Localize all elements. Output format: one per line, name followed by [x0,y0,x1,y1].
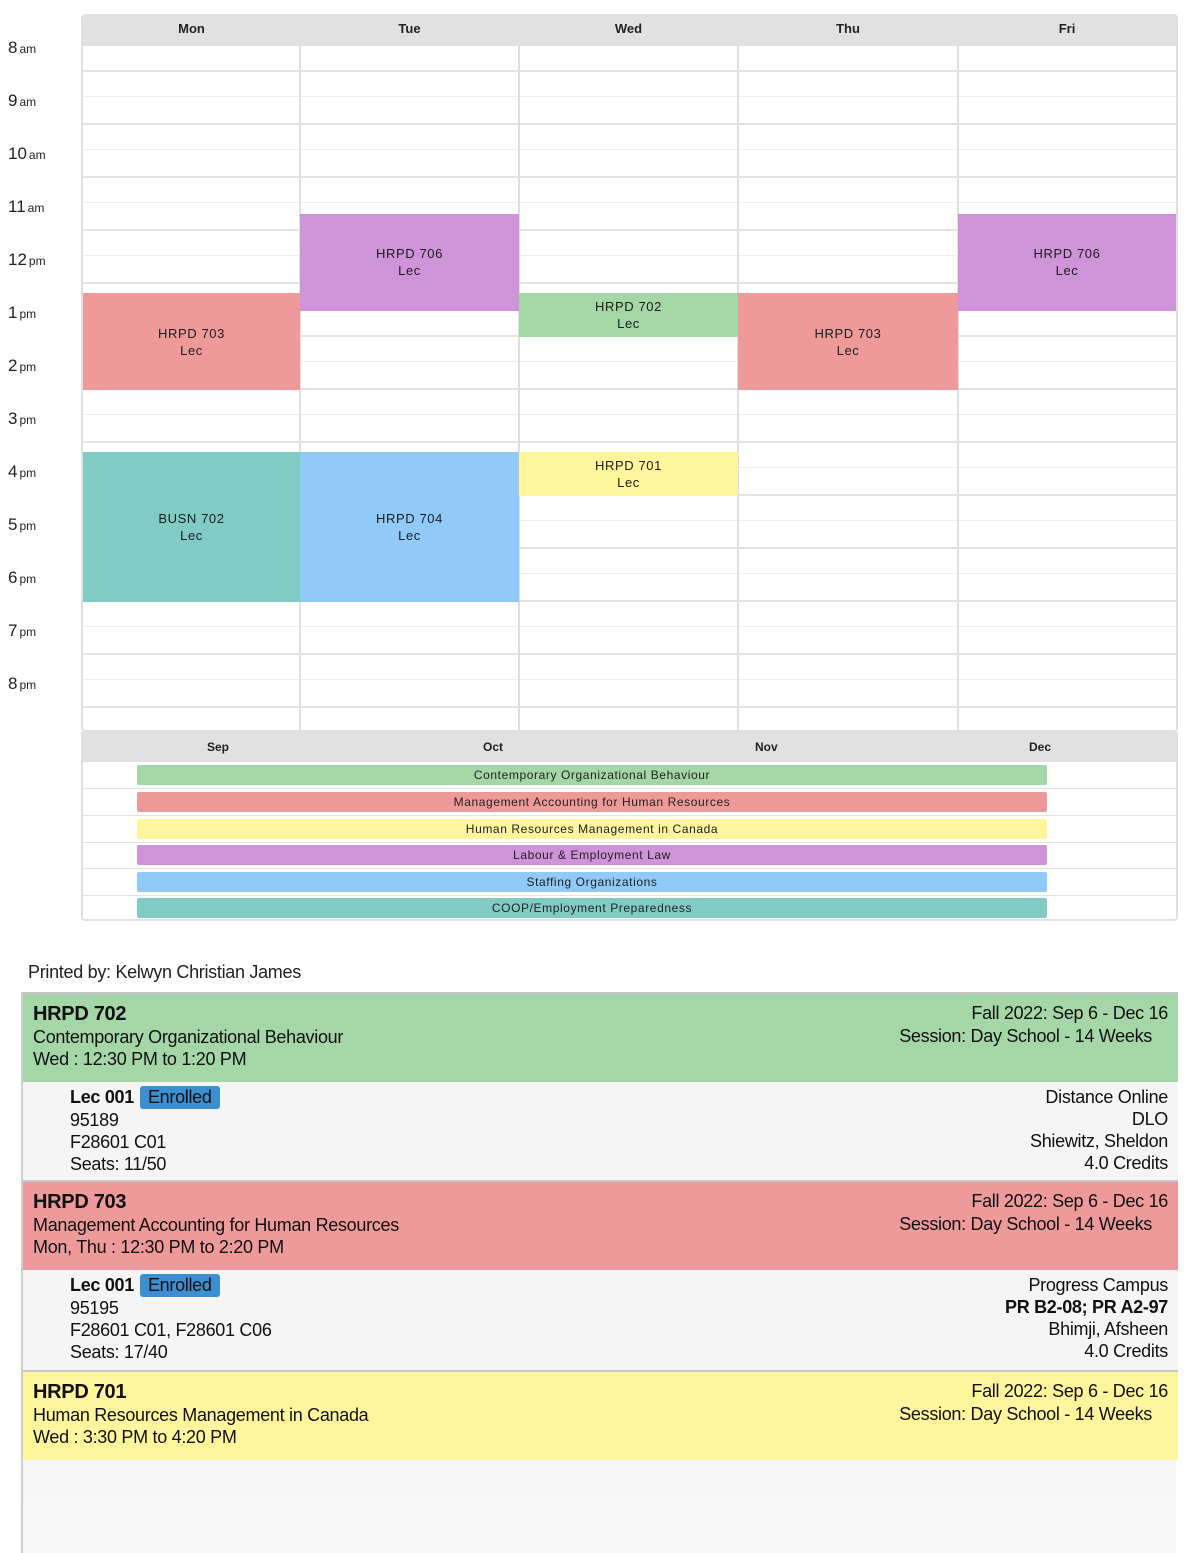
course-title: Contemporary Organizational Behaviour [33,1027,344,1047]
instructor: Bhimji, Afsheen [1048,1319,1168,1339]
hour-label: 2 pm [8,356,37,375]
session-info: Session: Day School - 14 Weeks [899,1404,1152,1424]
class-block[interactable] [958,214,1176,311]
month-label-oct: Oct [483,740,504,754]
course-term [899,1380,1168,1426]
hour-label: 5 pm [8,515,37,534]
course-code: HRPD 701 [33,1381,127,1403]
printed-by-label: Printed by: Kelwyn Christian James [28,962,301,982]
enrolled-badge: Enrolled [140,1274,220,1297]
class-block[interactable] [519,452,738,496]
class-code: HRPD 701 [595,458,662,474]
course-code: HRPD 702 [33,1003,127,1025]
seats: Seats: 17/40 [70,1342,168,1362]
class-block[interactable] [300,452,519,602]
term-dates: Fall 2022: Sep 6 - Dec 16 [971,1003,1168,1023]
course-meeting-time: Wed : 3:30 PM to 4:20 PM [33,1427,237,1447]
session-info: Session: Day School - 14 Weeks [899,1214,1152,1234]
hour-label: 12 pm [8,250,46,269]
seats: Seats: 11/50 [70,1154,167,1174]
section-label: Lec 001 [70,1275,134,1295]
class-block[interactable] [300,214,519,311]
class-block[interactable] [83,293,300,390]
course-card-header[interactable] [23,1180,1178,1270]
class-code: HRPD 706 [376,246,443,262]
course-card-header[interactable] [23,1370,1178,1460]
course-meeting-time: Wed : 12:30 PM to 1:20 PM [33,1049,247,1069]
class-block[interactable] [738,293,958,390]
section-info [70,1274,272,1363]
class-type: Lec [180,342,203,358]
month-header [83,732,1176,762]
hour-label: 4 pm [8,462,37,481]
day-header-tue: Tue [300,14,519,46]
campus: Distance Online [1045,1087,1168,1107]
class-type: Lec [398,528,421,544]
class-type: Lec [398,263,421,279]
day-header-mon: Mon [83,14,300,46]
timeline-bar[interactable]: Labour & Employment Law [137,845,1047,865]
hour-label: 8 pm [8,674,37,693]
class-code: HRPD 702 [595,299,662,315]
class-code: HRPD 703 [814,325,882,341]
timeline-bar[interactable]: Contemporary Organizational Behaviour [137,765,1047,785]
course-title: Management Accounting for Human Resources [33,1215,399,1235]
enrolled-badge: Enrolled [140,1086,220,1109]
crn: 95195 [70,1298,119,1318]
course-code: HRPD 703 [33,1191,127,1213]
hour-label: 7 pm [8,621,37,640]
section-location [1005,1274,1168,1362]
course-term [899,1190,1168,1236]
term-dates: Fall 2022: Sep 6 - Dec 16 [971,1191,1168,1211]
credits: 4.0 Credits [1084,1341,1168,1361]
timeline-bar[interactable]: Management Accounting for Human Resources [137,792,1047,812]
section-label: Lec 001 [70,1087,134,1107]
block-codes: F28601 C01, F28601 C06 [70,1320,272,1340]
class-type: Lec [836,342,860,358]
room: DLO [1131,1109,1168,1129]
class-block[interactable] [83,452,300,602]
term-timeline [81,732,1178,921]
instructor: Shiewitz, Sheldon [1030,1131,1168,1151]
hour-label: 10 am [8,144,46,163]
month-label-dec: Dec [1029,740,1052,754]
class-type: Lec [617,316,640,332]
class-code: HRPD 703 [158,325,225,341]
day-header-wed: Wed [519,14,738,46]
term-dates: Fall 2022: Sep 6 - Dec 16 [971,1381,1168,1401]
hour-label: 8 am [8,38,37,57]
course-title: Human Resources Management in Canada [33,1405,369,1425]
hour-label: 9 am [8,91,37,110]
room: PR B2-08; PR A2-97 [1005,1297,1168,1317]
course-meeting-time: Mon, Thu : 12:30 PM to 2:20 PM [33,1237,284,1257]
class-code: BUSN 702 [158,511,225,527]
section-details [23,1082,1178,1180]
day-header-thu: Thu [738,14,958,46]
course-term [899,1002,1168,1048]
section-details [23,1270,1178,1370]
crn: 95189 [70,1110,119,1130]
class-type: Lec [180,528,203,544]
block-codes: F28601 C01 [70,1132,167,1152]
course-details [21,992,1176,1553]
class-type: Lec [1055,263,1079,279]
class-code: HRPD 704 [376,511,443,527]
hour-label: 11 am [8,197,45,216]
timeline-bar[interactable]: Staffing Organizations [137,872,1047,892]
hour-label: 1 pm [8,303,37,322]
class-type: Lec [617,475,640,491]
timeline-bar[interactable]: COOP/Employment Preparedness [137,898,1047,918]
month-label-nov: Nov [755,740,778,754]
month-label-sep: Sep [207,740,230,754]
section-location [1030,1086,1168,1174]
campus: Progress Campus [1028,1275,1168,1295]
course-card-header[interactable] [23,992,1178,1082]
hour-label: 3 pm [8,409,37,428]
hour-label: 6 pm [8,568,37,587]
session-info: Session: Day School - 14 Weeks [899,1026,1152,1046]
section-info [70,1086,220,1175]
timeline-bar[interactable]: Human Resources Management in Canada [137,819,1047,839]
weekly-schedule [0,0,1200,740]
class-code: HRPD 706 [1033,246,1101,262]
credits: 4.0 Credits [1084,1153,1168,1173]
day-header-fri: Fri [958,14,1176,46]
class-block[interactable] [519,293,738,337]
